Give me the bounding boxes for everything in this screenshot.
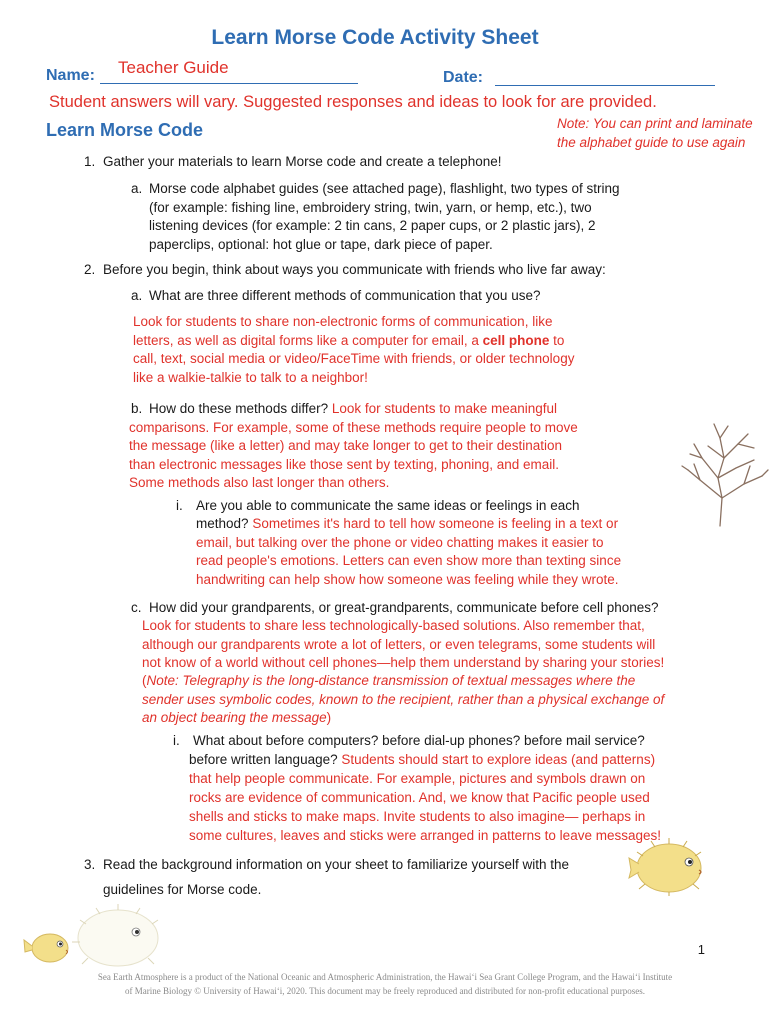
- telegraphy-note: sender uses symbolic codes, known to the recipient, rather than a physical exchange of: [142, 692, 665, 707]
- answer-text: Look for students to make meaningful: [331, 401, 558, 416]
- answer-line: not know of a world without cell phones—help them understand by sharing your stories!: [142, 655, 665, 670]
- answer-line: [133, 332, 564, 351]
- answer-line: the message (like a letter) and may take longer to get to their destination: [129, 438, 562, 453]
- answer-emphasis: cell phone: [482, 333, 550, 348]
- answer-line: Some methods also last longer than others.: [129, 475, 390, 490]
- date-label: Date:: [443, 69, 484, 86]
- item-text: Before you begin, think about ways you communicate with friends who live far away:: [103, 262, 606, 277]
- sub-item-label: a.: [131, 288, 143, 303]
- telegraphy-note-line: [142, 672, 635, 691]
- sub-sub-item-label: i.: [176, 498, 183, 513]
- telegraphy-note-line: [142, 691, 664, 710]
- sub-sub-item-label: i.: [173, 733, 180, 748]
- answer-line: Look for students to share non-electronic forms of communication, like: [133, 314, 553, 329]
- name-label: Name:: [46, 67, 95, 84]
- question-text: How do these methods differ?: [149, 401, 329, 416]
- answer-line: although our grandparents wrote a lot of letters, or even telegrams, some students will: [142, 637, 656, 652]
- section-title: Learn Morse Code: [46, 120, 204, 140]
- answer-segment: to: [549, 333, 565, 348]
- question-text: What are three different methods of communication that you use?: [149, 288, 541, 303]
- intro-text: Student answers will vary. Suggested responses and ideas to look for are provided.: [49, 93, 657, 111]
- answer-line: comparisons. For example, some of these methods require people to move: [129, 420, 578, 435]
- sub-item-label: a.: [131, 181, 143, 196]
- answer-line: rocks are evidence of communication. And, we know that Pacific people used: [189, 790, 650, 805]
- materials-line: listening devices (for example: 2 tin cans, 2 paper cups, or 2 plastic jars), 2: [149, 218, 596, 233]
- answer-line: Look for students to share less technologically-based solutions. Also remember that,: [142, 618, 645, 633]
- question-text: How did your grandparents, or great-grandparents, communicate before cell phones?: [149, 600, 659, 615]
- question-text: Are you able to communicate the same ideas or feelings in each: [196, 498, 580, 513]
- item-text: guidelines for Morse code.: [103, 882, 262, 897]
- answer-line: some cultures, leaves and sticks were arranged in patterns to leave messages!: [189, 828, 661, 843]
- materials-line: paperclips, optional: hot glue or tape, dark piece of paper.: [149, 237, 493, 252]
- answer-text: Sometimes it's hard to tell how someone is feeling in a text or: [252, 516, 619, 531]
- footer-line: Sea Earth Atmosphere is a product of the National Oceanic and Atmospheric Administration, the Hawaiʻi Sea Grant College Program, and the Hawaiʻi Institute: [97, 972, 673, 982]
- print-note: Note: You can print and laminate the alphabet guide to use again: [557, 116, 753, 150]
- name-field-line[interactable]: [100, 83, 358, 84]
- telegraphy-note-line: [142, 709, 331, 728]
- telegraphy-note: Note: Telegraphy is the long-distance transmission of textual messages where the: [146, 673, 636, 688]
- question-line: [196, 515, 618, 534]
- sub-item-label: c.: [131, 600, 142, 615]
- question-text: method?: [196, 516, 249, 531]
- pufferfish-illustration: [66, 902, 176, 972]
- name-value: Teacher Guide: [118, 58, 229, 77]
- coral-branch-illustration: [680, 418, 770, 528]
- question-line: [189, 751, 655, 770]
- answer-line: handwriting can help show how someone was feeling while they wrote.: [196, 572, 619, 587]
- note-paren: ): [326, 710, 332, 725]
- sub-item-label: b.: [131, 401, 143, 416]
- footer-line: of Marine Biology © University of Hawaiʻi, 2020. This document may be freely reproduced and distributed for non-profit educational purposes.: [124, 986, 646, 996]
- pufferfish-illustration: [625, 834, 715, 896]
- item-text: Read the background information on your sheet to familiarize yourself with the: [103, 857, 570, 872]
- item-number: 1.: [84, 154, 96, 169]
- answer-line: that help people communicate. For example, pictures and symbols drawn on: [189, 771, 646, 786]
- page-title: Learn Morse Code Activity Sheet: [211, 26, 539, 49]
- answer-segment: letters, as well as digital forms like a computer for email, a: [133, 333, 483, 348]
- item-number: 2.: [84, 262, 96, 277]
- answer-line: like a walkie-talkie to talk to a neighbor!: [133, 370, 368, 385]
- answer-line: call, text, social media or video/FaceTime with friends, or older technology: [133, 351, 575, 366]
- footer-credits: [0, 970, 770, 998]
- question-text: before written language?: [189, 752, 338, 767]
- note-paren: (: [142, 673, 147, 688]
- date-field-line[interactable]: [495, 85, 715, 86]
- item-number: 3.: [84, 857, 96, 872]
- answer-line: than electronic messages like those sent by texting, phoning, and email.: [129, 457, 560, 472]
- telegraphy-note: an object bearing the message: [142, 710, 327, 725]
- answer-line: read people's emotions. Letters can even show more than texting since: [196, 553, 622, 568]
- question-line: [149, 400, 557, 419]
- materials-line: (for example: fishing line, embroidery string, twin, yarn, or hemp, etc.), two: [149, 200, 592, 215]
- item-text: Gather your materials to learn Morse code and create a telephone!: [103, 154, 502, 169]
- materials-line: Morse code alphabet guides (see attached page), flashlight, two types of string: [149, 181, 620, 196]
- question-text: What about before computers? before dial-up phones? before mail service?: [193, 733, 645, 748]
- answer-text: Students should start to explore ideas (and patterns): [341, 752, 656, 767]
- answer-line: email, but talking over the phone or video chatting makes it easier to: [196, 535, 604, 550]
- page-number: 1: [697, 942, 705, 957]
- answer-line: shells and sticks to make maps. Invite students to also imagine— perhaps in: [189, 809, 646, 824]
